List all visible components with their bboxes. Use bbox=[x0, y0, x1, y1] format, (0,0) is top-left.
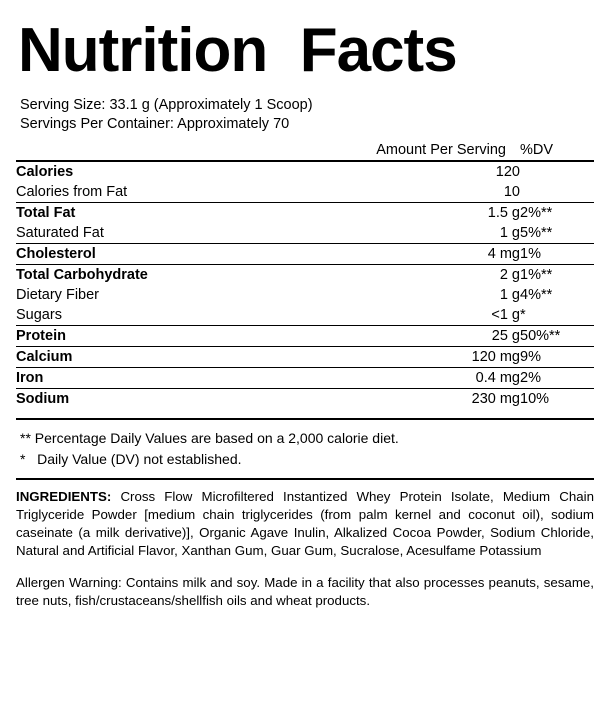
row-dv: 2% bbox=[520, 368, 594, 389]
footnote-daily-value: ** Percentage Daily Values are based on a 2,000 calorie diet. bbox=[20, 430, 399, 447]
row-amount: 120 mg bbox=[257, 347, 520, 368]
row-dv: * bbox=[520, 307, 526, 324]
ingredients-text: Cross Flow Microfiltered Instantized Whey Protein Isolate, Medium Chain Triglyceride Powder [medium chain triglycerides (from palm kernel and coconut oil), sodium caseinate (a milk derivative)], Organic Agave Inulin, Alkalized Cocoa Powder, Sodium Chloride, Natural and Artificial Flavor, Xanthan Gum, Guar Gum, Sucralose, Acesulfame Potassium bbox=[16, 488, 594, 559]
row-dv: 10% bbox=[520, 389, 594, 410]
row-name: Saturated Fat bbox=[16, 225, 104, 242]
table-row bbox=[16, 223, 594, 244]
row-amount: 10 bbox=[503, 184, 520, 201]
table-row bbox=[16, 347, 594, 368]
row-dv: 1%** bbox=[520, 265, 594, 286]
ingredients-block bbox=[16, 488, 594, 560]
row-name: Cholesterol bbox=[16, 244, 257, 265]
row-dv: 2%** bbox=[520, 203, 594, 224]
table-row bbox=[16, 161, 594, 182]
row-dv: 4%** bbox=[520, 287, 553, 304]
row-name: Sodium bbox=[16, 389, 257, 410]
table-row bbox=[16, 182, 594, 203]
row-amount: 1.5 g bbox=[257, 203, 520, 224]
table-row bbox=[16, 368, 594, 389]
row-amount: 120 bbox=[257, 161, 520, 182]
row-amount: <1 g bbox=[491, 307, 520, 324]
serving-info bbox=[20, 96, 594, 134]
table-row bbox=[16, 203, 594, 224]
table-row bbox=[16, 265, 594, 286]
footnotes bbox=[20, 428, 594, 469]
nutrition-table bbox=[16, 140, 594, 409]
table-row bbox=[16, 285, 594, 305]
row-dv bbox=[520, 161, 594, 182]
row-name: Total Fat bbox=[16, 203, 257, 224]
row-dv: 9% bbox=[520, 347, 594, 368]
page-title: Nutrition Facts bbox=[18, 16, 457, 85]
row-name: Iron bbox=[16, 368, 257, 389]
servings-per-container: Servings Per Container: Approximately 70 bbox=[20, 116, 290, 133]
serving-size: Serving Size: 33.1 g (Approximately 1 Scoop) bbox=[20, 97, 313, 113]
row-name: Total Carbohydrate bbox=[16, 265, 257, 286]
row-amount: 1 g bbox=[499, 287, 520, 304]
row-amount: 1 g bbox=[499, 225, 520, 242]
row-name: Dietary Fiber bbox=[16, 287, 99, 304]
row-amount: 0.4 mg bbox=[257, 368, 520, 389]
header-blank bbox=[16, 140, 257, 161]
row-name: Protein bbox=[16, 326, 257, 347]
header-amount-per-serving: Amount Per Serving bbox=[376, 142, 506, 159]
allergen-warning: Allergen Warning: Contains milk and soy. Made in a facility that also processes peanuts, sesame, tree nuts, fish/crustaceans/shellfish oils and wheat products. bbox=[16, 575, 594, 609]
row-name: Calories from Fat bbox=[16, 184, 128, 201]
footnote-not-established: * Daily Value (DV) not established. bbox=[20, 450, 242, 467]
row-amount: 2 g bbox=[257, 265, 520, 286]
row-name: Calcium bbox=[16, 347, 257, 368]
divider bbox=[16, 478, 594, 480]
table-row bbox=[16, 244, 594, 265]
row-amount: 4 mg bbox=[257, 244, 520, 265]
table-row bbox=[16, 305, 594, 326]
table-header-row bbox=[16, 140, 594, 161]
row-amount: 230 mg bbox=[257, 389, 520, 410]
table-row bbox=[16, 389, 594, 410]
row-amount: 25 g bbox=[257, 326, 520, 347]
row-dv: 1% bbox=[520, 244, 594, 265]
row-dv: 50%** bbox=[520, 326, 594, 347]
table-row bbox=[16, 326, 594, 347]
header-daily-value: %DV bbox=[520, 142, 554, 159]
divider bbox=[16, 418, 594, 420]
row-dv bbox=[520, 182, 594, 203]
row-dv: 5%** bbox=[520, 225, 553, 242]
ingredients-label: INGREDIENTS: bbox=[16, 488, 112, 504]
row-name: Calories bbox=[16, 161, 257, 182]
row-name: Sugars bbox=[16, 307, 62, 324]
